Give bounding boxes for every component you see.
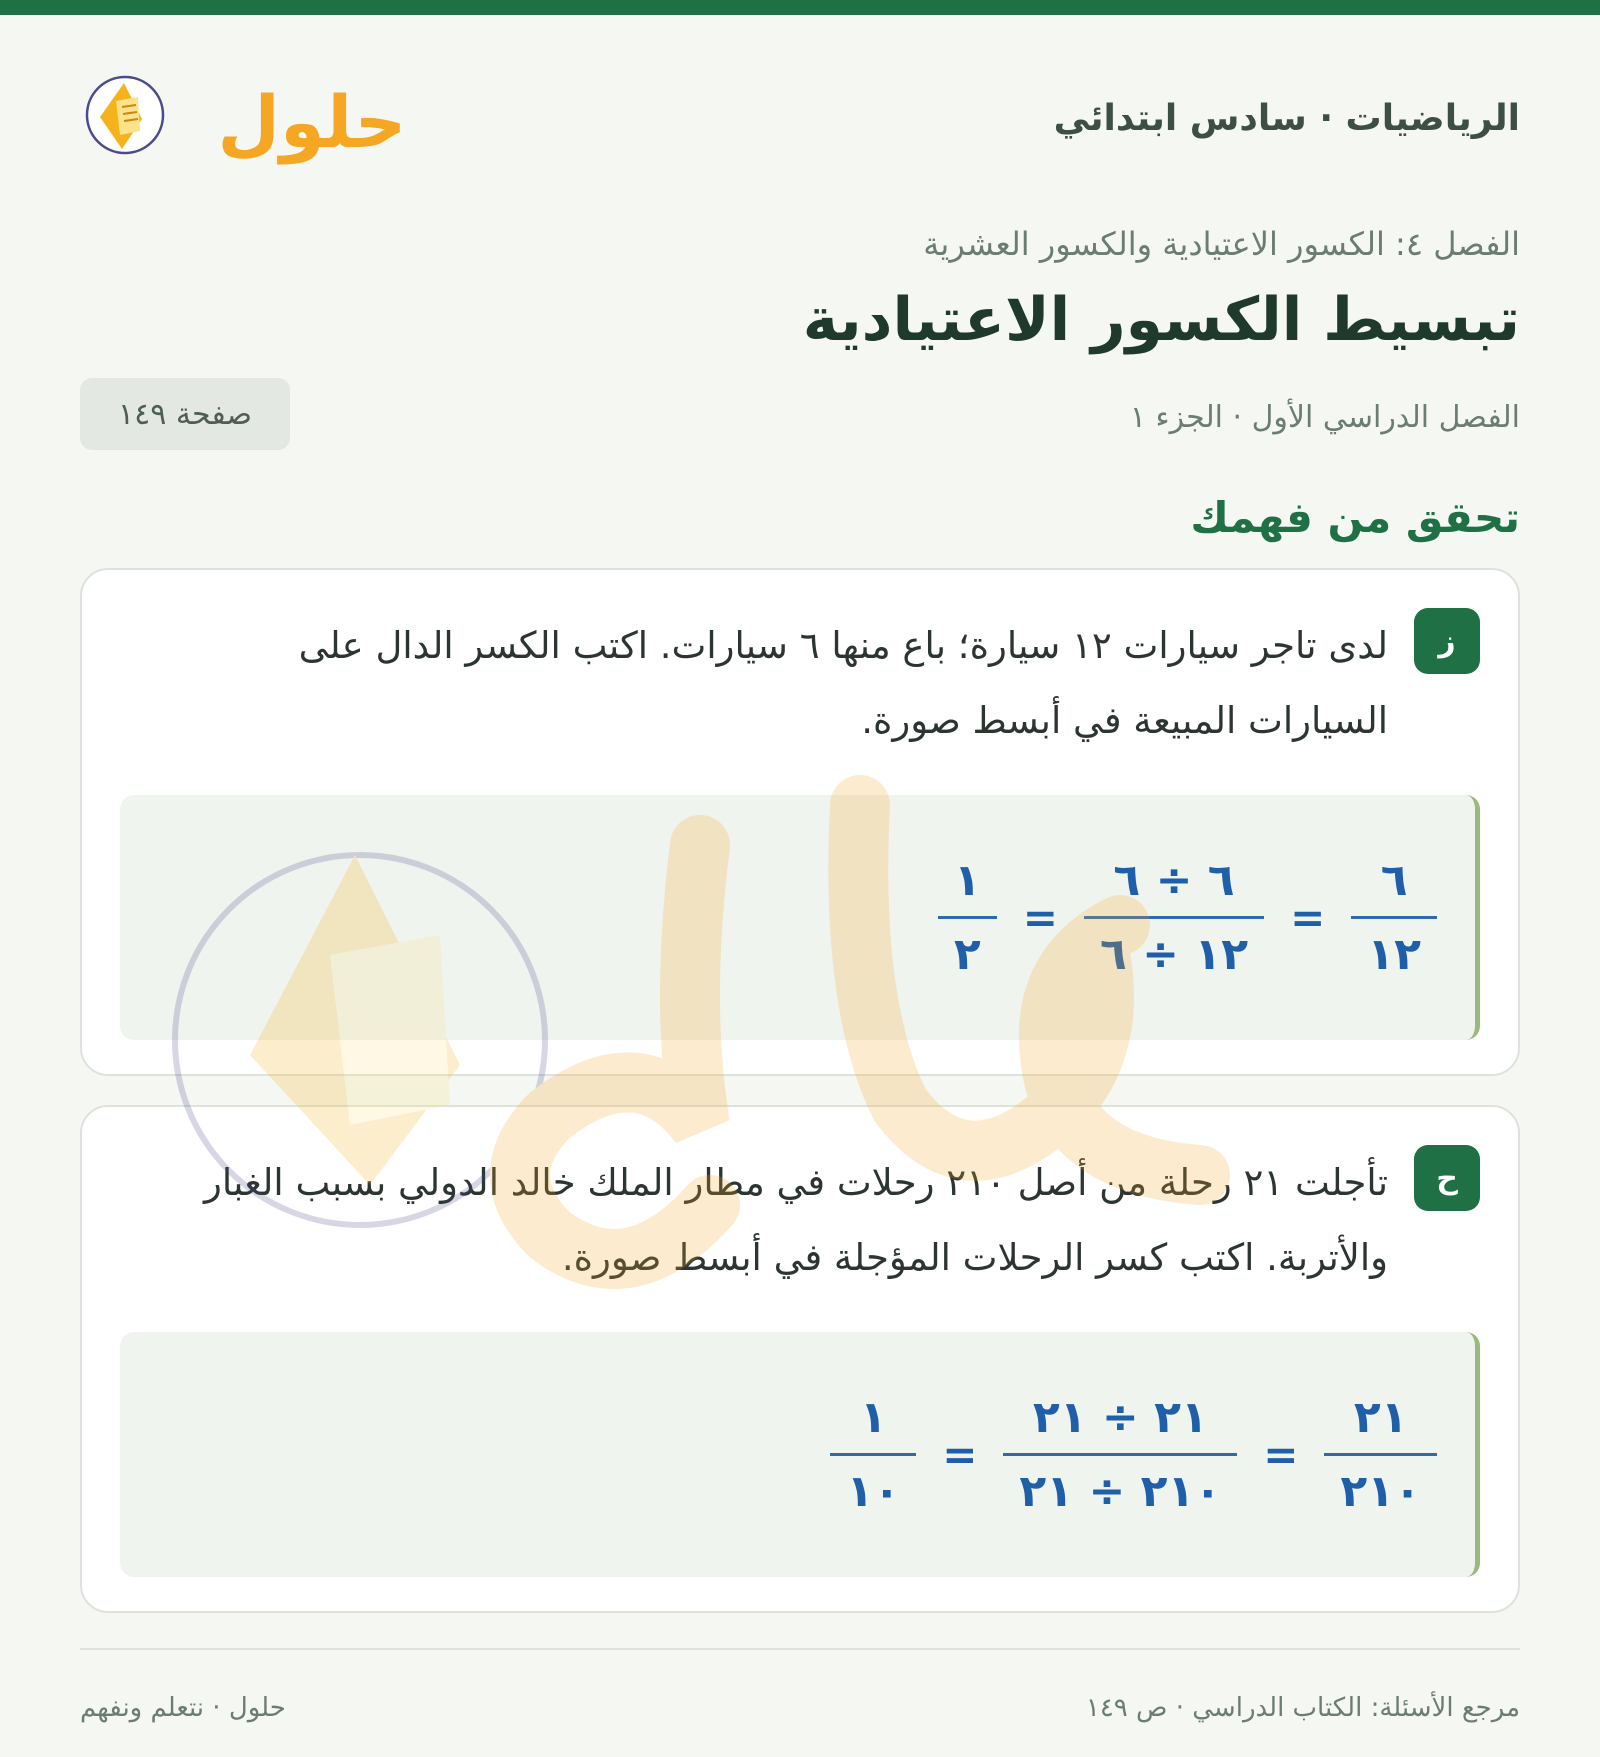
chapter-label: الفصل ٤: الكسور الاعتيادية والكسور العشرية	[923, 225, 1520, 263]
question-badge: ح	[1414, 1145, 1480, 1211]
fraction-original	[1351, 855, 1437, 980]
question-card	[80, 1105, 1520, 1613]
header	[80, 15, 1520, 215]
denominator: ٢١٠	[1340, 1466, 1421, 1517]
answer-box	[120, 795, 1480, 1040]
fraction-result	[938, 855, 997, 980]
top-accent-bar	[0, 0, 1600, 15]
fraction-result	[830, 1392, 916, 1517]
denominator: ١٠	[846, 1466, 901, 1517]
numerator: ١	[859, 1392, 887, 1443]
equals-sign: =	[1263, 1430, 1299, 1479]
denominator: ١٢ ÷ ٦	[1099, 929, 1249, 980]
question-badge: ز	[1414, 608, 1480, 674]
fraction-division	[1003, 1392, 1237, 1517]
denominator: ٢١٠ ÷ ٢١	[1019, 1466, 1222, 1517]
denominator: ١٢	[1367, 929, 1421, 980]
footer-reference: مرجع الأسئلة: الكتاب الدراسي · ص ١٤٩	[1085, 1693, 1520, 1723]
equals-sign: =	[1022, 893, 1058, 942]
equals-sign: =	[1290, 893, 1326, 942]
fraction-original	[1324, 1392, 1437, 1517]
question-card	[80, 568, 1520, 1076]
answer-box	[120, 1332, 1480, 1577]
page	[80, 15, 1520, 1757]
semester-label: الفصل الدراسي الأول · الجزء ١	[1129, 400, 1520, 435]
equals-sign: =	[942, 1430, 978, 1479]
numerator: ٢١ ÷ ٢١	[1032, 1392, 1208, 1443]
question-text: تأجلت ٢١ رحلة من أصل ٢١٠ رحلات في مطار الملك خالد الدولي بسبب الغبار والأتربة. اكتب كسر الرحلات المؤجلة في أبسط صورة.	[203, 1161, 1388, 1279]
lesson-title: تبسيط الكسور الاعتيادية	[802, 285, 1520, 355]
numerator: ٦	[1380, 855, 1408, 906]
footer-divider	[80, 1648, 1520, 1650]
question-text: لدى تاجر سيارات ١٢ سيارة؛ باع منها ٦ سيارات. اكتب الكسر الدال على السيارات المبيعة في أبسط صورة.	[298, 624, 1388, 742]
page-badge: صفحة ١٤٩	[80, 378, 290, 450]
hulul-logo[interactable]	[80, 67, 407, 187]
subject-title: الرياضيات · سادس ابتدائي	[1053, 98, 1520, 139]
footer-brand: حلول · نتعلم ونفهم	[80, 1693, 286, 1723]
logo-text: حلول	[217, 80, 407, 164]
numerator: ٢١	[1353, 1392, 1408, 1443]
denominator: ٢	[953, 929, 981, 980]
section-title: تحقق من فهمك	[1190, 493, 1520, 542]
solution-equation	[938, 795, 1437, 1040]
fraction-division	[1084, 855, 1264, 980]
numerator: ١	[953, 855, 981, 906]
solution-equation	[830, 1332, 1437, 1577]
numerator: ٦ ÷ ٦	[1113, 855, 1235, 906]
